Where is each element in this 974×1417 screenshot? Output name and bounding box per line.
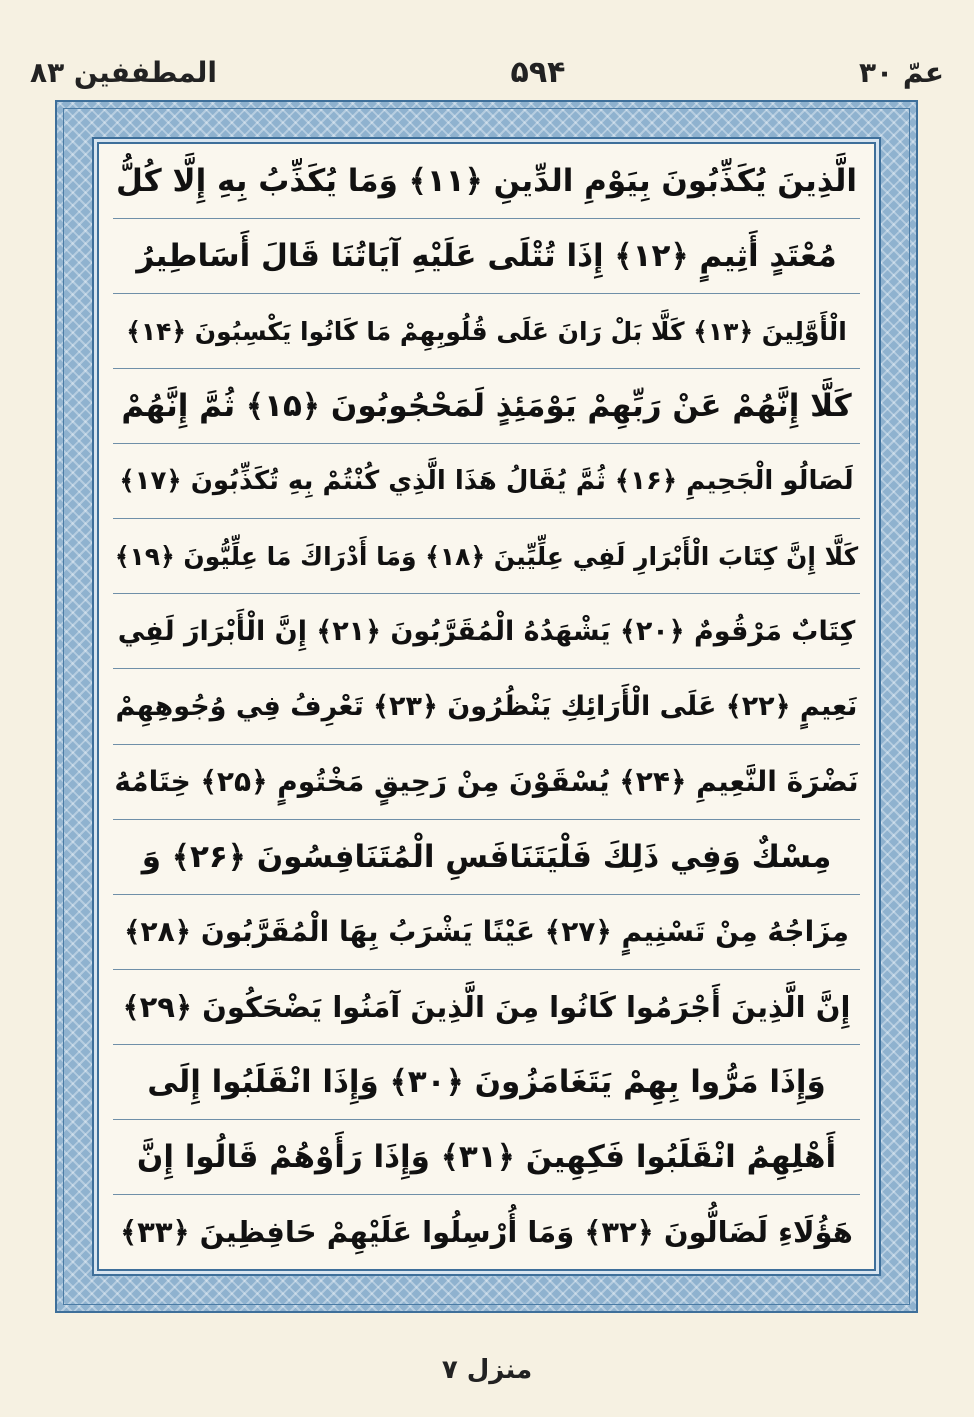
page-number: ۵۹۴: [510, 54, 566, 90]
text-line: لَصَالُو الْجَحِيمِ ﴿۱۶﴾ ثُمَّ يُقَالُ هَذَا الَّذِي كُنْتُمْ بِهِ تُكَذِّبُونَ ﴿۱۷﴾: [113, 444, 860, 519]
juz-label: عمّ ۳۰: [858, 55, 944, 89]
text-line: أَهْلِهِمُ انْقَلَبُوا فَكِهِينَ ﴿۳۱﴾ وَإِذَا رَأَوْهُمْ قَالُوا إِنَّ: [113, 1120, 860, 1195]
text-line: هَؤُلَاءِ لَضَالُّونَ ﴿۳۲﴾ وَمَا أُرْسِلُوا عَلَيْهِمْ حَافِظِينَ ﴿۳۳﴾: [120, 1214, 853, 1249]
text-line: الَّذِينَ يُكَذِّبُونَ بِيَوْمِ الدِّينِ ﴿۱۱﴾ وَمَا يُكَذِّبُ بِهِ إِلَّا كُلُّ: [113, 144, 860, 219]
text-line: نَضْرَةَ النَّعِيمِ ﴿۲۴﴾ يُسْقَوْنَ مِنْ رَحِيقٍ مَخْتُومٍ ﴿۲۵﴾ خِتَامُهُ: [113, 745, 860, 820]
text-line: كَلَّا إِنَّ كِتَابَ الْأَبْرَارِ لَفِي عِلِّيِّينَ ﴿۱۸﴾ وَمَا أَدْرَاكَ مَا عِلِّيُّونَ ﴿۱۹﴾: [113, 519, 860, 594]
text-line: إِنَّ الَّذِينَ أَجْرَمُوا كَانُوا مِنَ الَّذِينَ آمَنُوا يَضْحَكُونَ ﴿۲۹﴾: [113, 970, 860, 1045]
text-panel: [97, 142, 876, 1271]
surah-name-label: المطففين ۸۳: [30, 55, 218, 89]
text-line: كِتَابٌ مَرْقُومٌ ﴿۲۰﴾ يَشْهَدُهُ الْمُقَرَّبُونَ ﴿۲۱﴾ إِنَّ الْأَبْرَارَ لَفِي: [113, 594, 860, 669]
text-line: مِزَاجُهُ مِنْ تَسْنِيمٍ ﴿۲۷﴾ عَيْنًا يَشْرَبُ بِهَا الْمُقَرَّبُونَ ﴿۲۸﴾: [113, 895, 860, 970]
ornamental-border: [55, 100, 918, 1313]
text-line: مُعْتَدٍ أَثِيمٍ ﴿۱۲﴾ إِذَا تُتْلَى عَلَيْهِ آيَاتُنَا قَالَ أَسَاطِيرُ: [113, 219, 860, 294]
page-header: [30, 48, 944, 96]
text-line: مِسْكٌ وَفِي ذَلِكَ فَلْيَتَنَافَسِ الْمُتَنَافِسُونَ ﴿۲۶﴾ وَ: [113, 820, 860, 895]
text-line: نَعِيمٍ ﴿۲۲﴾ عَلَى الْأَرَائِكِ يَنْظُرُونَ ﴿۲۳﴾ تَعْرِفُ فِي وُجُوهِهِمْ: [113, 669, 860, 744]
manzil-label: منزل ۷: [441, 1355, 533, 1385]
text-line: كَلَّا إِنَّهُمْ عَنْ رَبِّهِمْ يَوْمَئِذٍ لَمَحْجُوبُونَ ﴿۱۵﴾ ثُمَّ إِنَّهُمْ: [113, 369, 860, 444]
page-footer: [0, 1340, 974, 1400]
text-line: وَإِذَا مَرُّوا بِهِمْ يَتَغَامَزُونَ ﴿۳۰﴾ وَإِذَا انْقَلَبُوا إِلَى: [113, 1045, 860, 1120]
text-line: الْأَوَّلِينَ ﴿۱۳﴾ كَلَّا بَلْ رَانَ عَلَى قُلُوبِهِمْ مَا كَانُوا يَكْسِبُونَ ﴿۱۴﴾: [113, 294, 860, 369]
